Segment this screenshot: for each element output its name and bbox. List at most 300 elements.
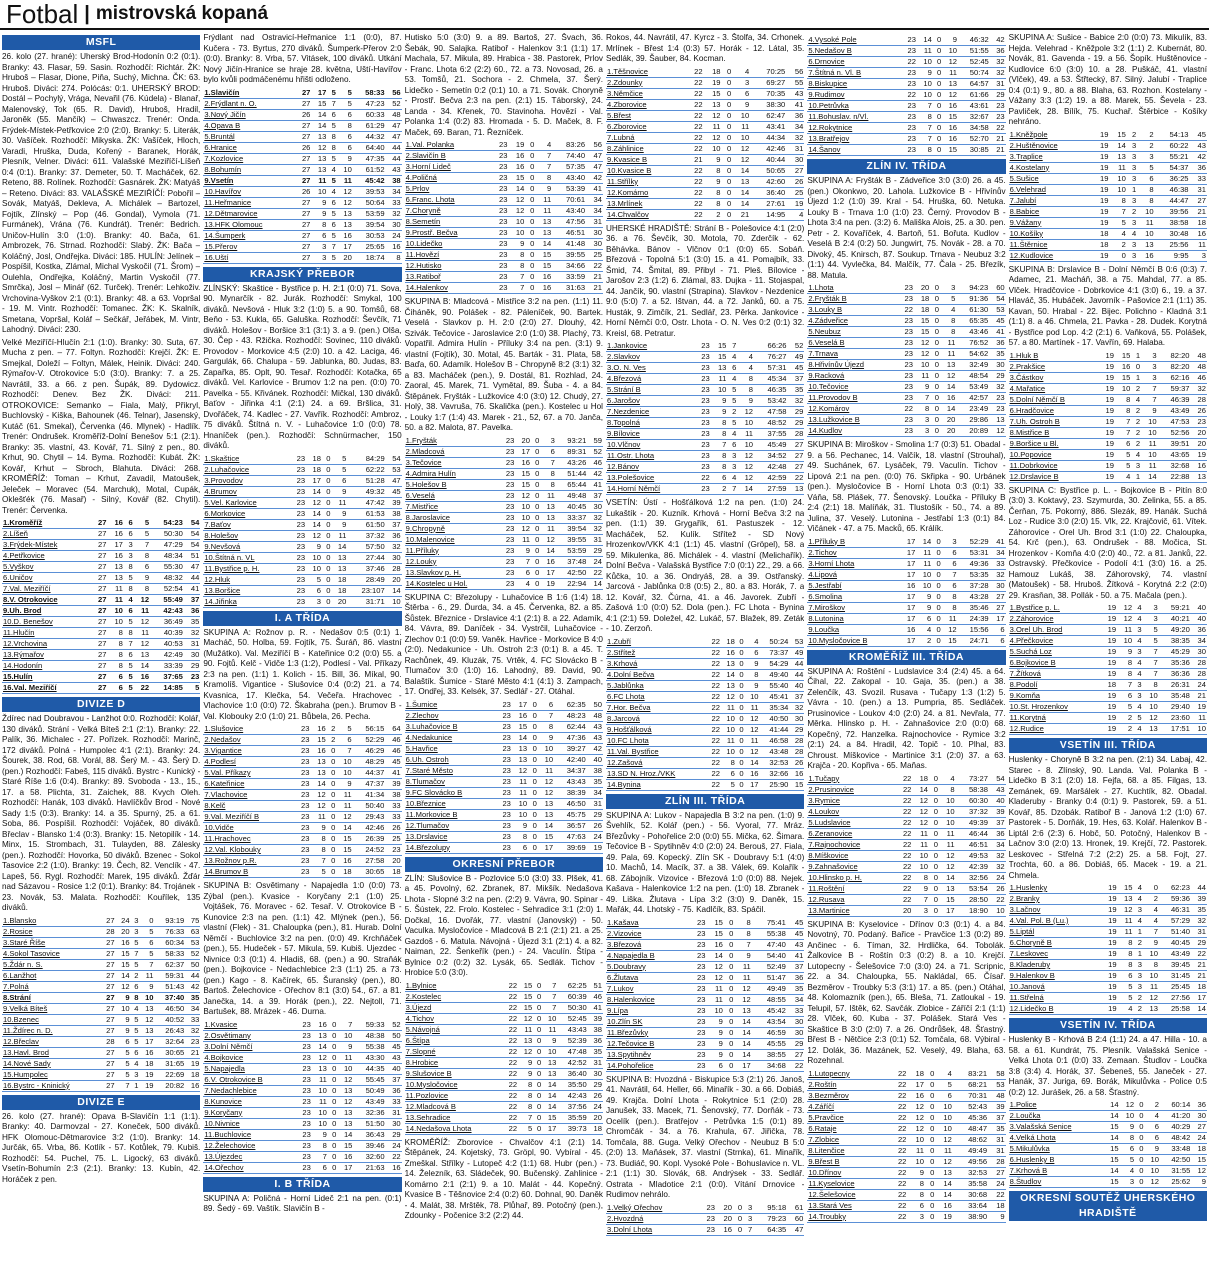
table-row bbox=[807, 415, 1005, 426]
stat-cell: 12 bbox=[745, 746, 760, 757]
stat-cell: 27 bbox=[295, 252, 311, 263]
table-row bbox=[405, 1046, 603, 1057]
table-row bbox=[807, 795, 1005, 806]
stat-cell: 5 bbox=[727, 385, 737, 396]
stat-cell: 16 bbox=[185, 1080, 200, 1091]
stat-cell: 23 bbox=[294, 823, 310, 834]
stat-cell: 0 bbox=[528, 732, 538, 743]
team-name: 4.Napajedla B bbox=[606, 950, 689, 961]
stat-cell: 8 bbox=[508, 261, 525, 272]
team-name: 5.Dolní Němčí B bbox=[1009, 394, 1099, 405]
table-row bbox=[203, 823, 401, 834]
table-row bbox=[405, 798, 603, 809]
stat-cell: 0 bbox=[1143, 883, 1159, 894]
stat-cell: 32 bbox=[184, 628, 200, 639]
stat-cell: 23 bbox=[496, 798, 512, 809]
stat-cell: 23 bbox=[296, 1151, 312, 1162]
team-name: 4.Březová bbox=[606, 374, 694, 385]
stat-cell: 0 bbox=[525, 206, 535, 217]
stat-cell: 8 bbox=[940, 316, 956, 327]
stat-cell: 34:58 bbox=[958, 123, 990, 134]
stat-cell: 6 bbox=[1144, 1122, 1160, 1133]
stat-cell: 22 bbox=[890, 1079, 908, 1090]
table-row bbox=[405, 217, 603, 228]
stat-cell: 24:71 bbox=[958, 635, 990, 646]
stat-cell: 11 bbox=[518, 1024, 533, 1035]
stat-cell: 43:65 bbox=[1158, 449, 1191, 460]
stat-cell: 13 bbox=[311, 131, 327, 142]
stat-cell: 7 bbox=[540, 457, 556, 468]
stat-cell: 6 bbox=[107, 672, 123, 683]
stat-cell: 35 bbox=[989, 349, 1005, 360]
table-row bbox=[1009, 982, 1207, 993]
stat-cell: 13 bbox=[1191, 471, 1207, 482]
table-row bbox=[203, 1074, 401, 1085]
stat-cell: 23 bbox=[694, 451, 711, 462]
table-row bbox=[1009, 1100, 1207, 1111]
stat-cell: 12 bbox=[737, 451, 754, 462]
stat-cell: 9 bbox=[311, 208, 327, 219]
stat-cell: 0 bbox=[322, 596, 331, 607]
team-name: 7.Krhová B bbox=[1009, 1166, 1104, 1177]
stat-cell: 10 bbox=[1115, 383, 1131, 394]
stat-cell: 3 bbox=[124, 540, 134, 551]
stat-cell: 16 bbox=[789, 768, 804, 779]
stat-cell: 34 bbox=[586, 195, 603, 206]
team-name: 4.Kostelany bbox=[1009, 162, 1092, 173]
table-row bbox=[203, 834, 401, 845]
table-row bbox=[405, 173, 603, 184]
team-name: 13.Stará Ves bbox=[807, 1200, 890, 1211]
table-row bbox=[203, 585, 401, 596]
stat-cell: 11 bbox=[337, 1052, 353, 1063]
stat-cell: 12 bbox=[134, 617, 150, 628]
table-row bbox=[1009, 438, 1207, 449]
stat-cell: 8 bbox=[131, 992, 140, 1003]
stat-cell: 5 bbox=[331, 454, 347, 465]
stat-cell: 1 bbox=[1127, 184, 1137, 195]
team-name: 8.Biskupice bbox=[807, 79, 901, 90]
stat-cell: 66:26 bbox=[754, 341, 788, 352]
stat-cell: 4 bbox=[1120, 1166, 1136, 1177]
stat-cell: 26 bbox=[295, 186, 311, 197]
team-name: 10.Nivnice bbox=[203, 1118, 296, 1129]
team-name: 3.Luhačovice B bbox=[405, 721, 496, 732]
stat-cell: 0 bbox=[930, 305, 940, 316]
stat-cell: 2 bbox=[1137, 130, 1154, 141]
team-name: 7.Trnava bbox=[807, 349, 897, 360]
stat-cell: 45:42 bbox=[353, 175, 386, 186]
stat-cell: 6 bbox=[706, 1060, 723, 1071]
stat-cell: 27 bbox=[1191, 1122, 1207, 1133]
stat-cell: 13 bbox=[310, 757, 326, 768]
stat-cell: 8 bbox=[386, 252, 402, 263]
table-row bbox=[807, 316, 1005, 327]
stat-cell: 12 bbox=[1117, 614, 1133, 625]
stat-cell: 9 bbox=[745, 680, 760, 691]
stat-cell: 26 bbox=[989, 883, 1006, 894]
stat-cell: 14 bbox=[917, 35, 933, 46]
stat-cell: 23 bbox=[492, 195, 509, 206]
team-name: 13.Spytihněv bbox=[606, 1049, 689, 1060]
stat-cell: 7 bbox=[1141, 394, 1157, 405]
stat-cell: 32:36 bbox=[353, 1107, 385, 1118]
stat-cell: 13 bbox=[935, 1167, 953, 1178]
stat-cell: 5 bbox=[1115, 449, 1131, 460]
table-row bbox=[405, 743, 603, 754]
stat-cell: 23 bbox=[898, 283, 914, 294]
stat-cell: 11 bbox=[337, 175, 353, 186]
stat-cell: 23 bbox=[290, 519, 306, 530]
stat-cell: 42:46 bbox=[353, 823, 386, 834]
stat-cell: 22 bbox=[503, 1090, 518, 1101]
team-name: 6.Choryně B bbox=[1009, 938, 1102, 949]
stat-cell: 0 bbox=[533, 1013, 542, 1024]
stat-cell: 52:70 bbox=[958, 134, 990, 145]
stat-cell: 5 bbox=[116, 1058, 131, 1069]
stat-cell: 37 bbox=[386, 519, 402, 530]
stat-cell: 19 bbox=[1101, 625, 1117, 636]
table-row bbox=[203, 519, 401, 530]
stat-cell: 53:49 bbox=[956, 382, 989, 393]
stat-cell: 0 bbox=[1135, 1177, 1144, 1188]
stat-cell: 0 bbox=[724, 961, 734, 972]
team-name: 5.Břest bbox=[606, 110, 686, 121]
team-name: 8.Míškovice bbox=[807, 850, 895, 861]
stat-cell: 7 bbox=[124, 639, 134, 650]
stat-cell: 8 bbox=[1143, 960, 1159, 971]
team-name: 7.Kozlovice bbox=[203, 153, 295, 164]
table-row bbox=[1009, 927, 1207, 938]
stat-cell: 15 bbox=[1191, 1155, 1207, 1166]
stat-cell: 8 bbox=[107, 650, 123, 661]
table-row bbox=[1009, 691, 1207, 702]
stat-cell: 20 bbox=[1191, 438, 1207, 449]
stat-cell: 8 bbox=[737, 374, 754, 385]
stat-cell: 19 bbox=[1191, 702, 1207, 713]
stat-cell: 12 bbox=[515, 490, 531, 501]
stat-cell: 16 bbox=[107, 529, 123, 540]
stat-cell: 47 bbox=[586, 162, 603, 173]
stat-cell: 0 bbox=[722, 209, 733, 220]
stat-cell: 0 bbox=[531, 523, 540, 534]
stat-cell: 60:22 bbox=[1155, 140, 1190, 151]
table-row bbox=[405, 578, 603, 589]
stat-cell: 11 bbox=[721, 735, 736, 746]
table-row bbox=[203, 508, 401, 519]
stat-cell: 48:23 bbox=[554, 710, 587, 721]
stat-cell: 59:33 bbox=[353, 1020, 385, 1031]
stat-cell: 12 bbox=[912, 817, 929, 828]
stat-cell: 12 bbox=[540, 534, 556, 545]
stat-cell: 0 bbox=[525, 261, 535, 272]
stat-cell: 8 bbox=[518, 1101, 533, 1112]
stat-cell: 46 bbox=[587, 457, 603, 468]
stat-cell: 27 bbox=[101, 959, 116, 970]
table-row bbox=[606, 658, 804, 669]
stat-cell: 5 bbox=[184, 683, 200, 694]
stat-cell: 10 bbox=[721, 724, 736, 735]
table-row bbox=[405, 1035, 603, 1046]
stat-cell: 22 bbox=[901, 90, 917, 101]
stat-cell: 6 bbox=[131, 1047, 140, 1058]
stat-cell: 23 bbox=[184, 672, 200, 683]
stat-cell: 19 bbox=[1101, 636, 1117, 647]
match-report: Hutisko 5:0 (3:0) 9. a 89. Bartoš, 27. Švach, 36. Šebák, 90. Salajka. Ratiboř - Halenkov 3:1 (1:1) 17. Machala, 57. Mikula, 89. Hrabica - 38. Pastorek, Prlov - Franc. Lhota 6:2 (2:2) 60., 72. a 73. Novosad, 26. a 53. Tomšů, 21. Sochora - 2. Chmela, 37. Šerý. Lidečko - Semetín 0:2 (0:1) 10. a 71. Sovák. Choryně - Prostř. Bečva 2:3 na pen. (2:1) 15. Táborský, 24. Landa - 34. Křenek, 70. Stavinoha. Hovězí - Val. Polanka 1:4 (0:2) 83. Hromada - 5. D. Maček, 8. F. Maček, 69. Baran, 71. Řezníček. bbox=[404, 33, 603, 137]
team-name: 2.Zdounky bbox=[606, 77, 686, 88]
stat-cell: 23 bbox=[694, 429, 711, 440]
team-name: 3.Rymice bbox=[807, 795, 895, 806]
stat-cell: 22 bbox=[706, 691, 721, 702]
team-name: 7.Uh. Ostroh B bbox=[1009, 416, 1099, 427]
stat-cell: 15 bbox=[1104, 1122, 1120, 1133]
stat-cell: 11 bbox=[310, 812, 326, 823]
table-row bbox=[2, 1003, 200, 1014]
stat-cell: 17 bbox=[900, 635, 916, 646]
stat-cell: 23 bbox=[901, 79, 917, 90]
stat-cell: 76:27 bbox=[754, 352, 788, 363]
table-row bbox=[203, 252, 401, 263]
stat-cell: 62:37 bbox=[155, 959, 186, 970]
competition-header: OKRESNÍ PŘEBOR bbox=[405, 857, 603, 872]
stat-cell: 11 bbox=[515, 534, 531, 545]
team-name: 9.Zahnašovice bbox=[807, 861, 895, 872]
stat-cell: 26 bbox=[385, 823, 401, 834]
stat-cell: 4 bbox=[535, 140, 552, 151]
stat-cell: 22 bbox=[896, 784, 913, 795]
stat-cell: 4 bbox=[124, 595, 134, 606]
team-name: 11.Bohuslav. n/Vl. bbox=[807, 112, 901, 123]
stat-cell: 0 bbox=[930, 371, 940, 382]
stat-cell: 12 bbox=[907, 1101, 925, 1112]
stat-cell: 11 bbox=[942, 613, 958, 624]
stat-cell: 19 bbox=[1101, 724, 1117, 735]
table-row bbox=[1009, 130, 1207, 141]
table-row bbox=[606, 637, 804, 648]
stat-cell: 21 bbox=[732, 209, 750, 220]
table-row bbox=[807, 1112, 1005, 1123]
stat-cell: 0 bbox=[929, 861, 939, 872]
stat-cell: 0 bbox=[925, 1112, 935, 1123]
stat-cell: 22 bbox=[898, 305, 914, 316]
table-row bbox=[807, 404, 1005, 415]
stat-cell: 4 bbox=[916, 624, 932, 635]
stat-cell: 14 bbox=[745, 757, 760, 768]
stat-cell: 16 bbox=[512, 710, 528, 721]
stat-cell: 23 bbox=[385, 845, 401, 856]
stat-cell: 9 bbox=[912, 883, 929, 894]
stat-cell: 9 bbox=[515, 545, 531, 556]
table-row bbox=[807, 872, 1005, 883]
stat-cell: 25:62 bbox=[1160, 1177, 1191, 1188]
stat-cell: 47:23 bbox=[353, 98, 386, 109]
stat-cell: 5 bbox=[337, 98, 353, 109]
stat-cell: 8 bbox=[134, 551, 150, 562]
league-table bbox=[807, 283, 1005, 437]
league-table bbox=[606, 341, 804, 495]
stat-cell: 0 bbox=[925, 1200, 935, 1211]
stat-cell: 10 bbox=[515, 501, 531, 512]
table-row bbox=[203, 1063, 401, 1074]
stat-cell: 8 bbox=[1118, 960, 1134, 971]
stat-cell: 9 bbox=[310, 823, 326, 834]
team-name: 10.Janová bbox=[1009, 982, 1102, 993]
stat-cell: 23 bbox=[290, 574, 306, 585]
table-row bbox=[606, 746, 804, 757]
table-row bbox=[807, 79, 1005, 90]
table-row bbox=[606, 198, 804, 209]
stat-cell: 36 bbox=[184, 606, 200, 617]
table-row bbox=[405, 710, 603, 721]
team-name: 13.Boršice bbox=[203, 585, 290, 596]
stat-cell: 41:44 bbox=[760, 724, 790, 735]
stat-cell: 43:54 bbox=[752, 1016, 787, 1027]
table-row bbox=[1009, 471, 1207, 482]
stat-cell: 42:59 bbox=[754, 473, 788, 484]
stat-cell: 39:46 bbox=[353, 1140, 385, 1151]
stat-cell: 15 bbox=[706, 928, 723, 939]
stat-cell: 40:21 bbox=[1159, 614, 1191, 625]
stat-cell: 15 bbox=[1104, 1177, 1120, 1188]
stat-cell: 12 bbox=[734, 983, 751, 994]
stat-cell: 46:51 bbox=[552, 228, 586, 239]
league-table bbox=[203, 724, 401, 878]
stat-cell: 13 bbox=[1118, 894, 1134, 905]
stat-cell: 27 bbox=[988, 1167, 1006, 1178]
stat-cell: 16 bbox=[540, 556, 556, 567]
team-name: 5.Liptál bbox=[1009, 927, 1102, 938]
stat-cell: 33 bbox=[990, 558, 1006, 569]
team-name: 3.Provodov bbox=[203, 475, 290, 486]
team-name: 6.Bojkovice B bbox=[1009, 658, 1101, 669]
stat-cell: 18 bbox=[331, 585, 347, 596]
stat-cell: 35:50 bbox=[557, 1079, 587, 1090]
stat-cell: 37:46 bbox=[347, 563, 385, 574]
stat-cell: 48 bbox=[1191, 351, 1207, 362]
league-table bbox=[405, 981, 603, 1135]
table-row bbox=[2, 1047, 200, 1058]
stat-cell: 12 bbox=[734, 994, 751, 1005]
stat-cell: 14 bbox=[1104, 1111, 1120, 1122]
table-row bbox=[203, 1020, 401, 1031]
stat-cell: 15 bbox=[518, 1002, 533, 1013]
table-row bbox=[1009, 993, 1207, 1004]
stat-cell: 13 bbox=[140, 1025, 155, 1036]
stat-cell: 17 bbox=[542, 1123, 557, 1134]
stat-cell: 5 bbox=[727, 396, 737, 407]
stat-cell: 52:49 bbox=[752, 961, 787, 972]
stat-cell: 15 bbox=[1115, 351, 1131, 362]
stat-cell: 46:50 bbox=[554, 798, 587, 809]
table-row bbox=[2, 650, 200, 661]
stat-cell: 24 bbox=[988, 1178, 1006, 1189]
match-report: SKUPINA B: Mladcová - Mistřice 3:2 na pen. (1:1) 11. Čiháněk, 90. Polášek - 82. Páleníček, 90. Bartek. Veselá - Slavkov p. H. 2:0 (2:0) 27. Dlouhý, 42. Szivák. Tečovice - Jaroslavice 2:0 (1:0) 38. Plachý, 73. Vopatřil. Admira Hulín - Příluky 3:4 na pen. (3:1) 9. vlastní (Fojtík), 30. Motal, 45. Barták - 31. Plata, 58. Baďa, 60. Adamík. Holešov B - Chropyně 8:2 (3:1) 32. a 83. Macháček (pen.), 9. Dostál, 81. Rozhlad, 24. Zaoral, 45. Marek, 71. Vymětal, 89. Šuba - 4. a 84. Štěpánek. Fryšták - Lužkovice 4:0 (3:0) 12. Chudý, 27. Holý, 38. Vavruša, 76. Skalička (pen.). Kostelec u Hol - Louky 1:7 (1:4) 43. Marek - 21., 52, 67. a 70. Janča, 50. a 82. Malota, 87. Pavelka. bbox=[404, 297, 603, 432]
team-name: 2.Osvětimany bbox=[203, 1030, 296, 1041]
table-row bbox=[606, 994, 804, 1005]
stat-cell: 27 bbox=[786, 165, 804, 176]
stat-cell: 2 bbox=[1117, 713, 1133, 724]
team-name: 1.Příluky B bbox=[807, 537, 900, 548]
stat-cell: 12 bbox=[337, 186, 353, 197]
team-name: 4.Loukov bbox=[807, 806, 895, 817]
stat-cell: 21 bbox=[1191, 971, 1207, 982]
stat-cell: 0 bbox=[929, 795, 939, 806]
stat-cell: 1 bbox=[1131, 471, 1141, 482]
stat-cell: 83:21 bbox=[953, 1069, 988, 1080]
stat-cell: 23 bbox=[694, 407, 711, 418]
table-row bbox=[2, 617, 200, 628]
stat-cell: 8 bbox=[327, 131, 337, 142]
stat-cell: 10 bbox=[116, 1003, 131, 1014]
stat-cell: 95:18 bbox=[753, 1203, 787, 1214]
team-name: 14.Kudlov bbox=[807, 426, 897, 437]
stat-cell: 31:65 bbox=[155, 1058, 186, 1069]
stat-cell: 23 bbox=[492, 162, 509, 173]
stat-cell: 3 bbox=[1127, 162, 1137, 173]
stat-cell: 45:55 bbox=[752, 1038, 787, 1049]
team-name: 11.Střelná bbox=[1009, 993, 1102, 1004]
team-name: 13.Bratřejov bbox=[807, 134, 901, 145]
stat-cell: 42 bbox=[990, 35, 1006, 46]
stat-cell: 4 bbox=[1131, 449, 1141, 460]
stat-cell: 14 bbox=[386, 585, 402, 596]
stat-cell: 0 bbox=[933, 123, 942, 134]
stat-cell: 14:95 bbox=[750, 209, 786, 220]
stat-cell: 6 bbox=[711, 473, 728, 484]
stat-cell: 27 bbox=[91, 562, 107, 573]
stat-cell: 5 bbox=[327, 208, 337, 219]
stat-cell: 8 bbox=[1117, 669, 1133, 680]
team-name: 13.Drslavice bbox=[405, 831, 496, 842]
stat-cell: 43 bbox=[587, 721, 603, 732]
table-row bbox=[1009, 614, 1207, 625]
stat-cell: 23 bbox=[500, 490, 516, 501]
table-row bbox=[405, 239, 603, 250]
stat-cell: 23 bbox=[689, 1027, 706, 1038]
stat-cell: 3 bbox=[1133, 960, 1143, 971]
stat-cell: 27:61 bbox=[750, 198, 786, 209]
title-separator: | bbox=[84, 3, 90, 25]
stat-cell: 0 bbox=[533, 991, 542, 1002]
stat-cell: 5 bbox=[327, 88, 337, 99]
stat-cell: 19 bbox=[140, 1069, 155, 1080]
stat-cell: 10 bbox=[1143, 691, 1159, 702]
team-name: 1.Police bbox=[1009, 1100, 1104, 1111]
stat-cell: 19 bbox=[140, 1080, 155, 1091]
table-row bbox=[2, 916, 200, 927]
stat-cell: 61:30 bbox=[956, 305, 989, 316]
stat-cell: 7 bbox=[515, 556, 531, 567]
stat-cell: 17 bbox=[990, 613, 1006, 624]
stat-cell: 9 bbox=[704, 176, 722, 187]
stat-cell: 19 bbox=[185, 1058, 200, 1069]
stat-cell: 52:43 bbox=[953, 1101, 988, 1112]
stat-cell: 11 bbox=[745, 702, 760, 713]
table-row bbox=[405, 1112, 603, 1123]
stat-cell: 0 bbox=[736, 647, 745, 658]
stat-cell: 30:68 bbox=[953, 1189, 988, 1200]
stat-cell: 0 bbox=[328, 1162, 338, 1173]
stat-cell: 10 bbox=[942, 46, 958, 57]
stat-cell: 23:60 bbox=[1159, 713, 1191, 724]
stat-cell: 75 bbox=[185, 916, 200, 927]
stat-cell: 39:69 bbox=[554, 842, 587, 853]
stat-cell: 19 bbox=[1092, 250, 1109, 261]
stat-cell: 16 bbox=[337, 230, 353, 241]
stat-cell: 0 bbox=[531, 446, 540, 457]
stat-cell: 0 bbox=[733, 1203, 743, 1214]
table-row bbox=[606, 77, 804, 88]
